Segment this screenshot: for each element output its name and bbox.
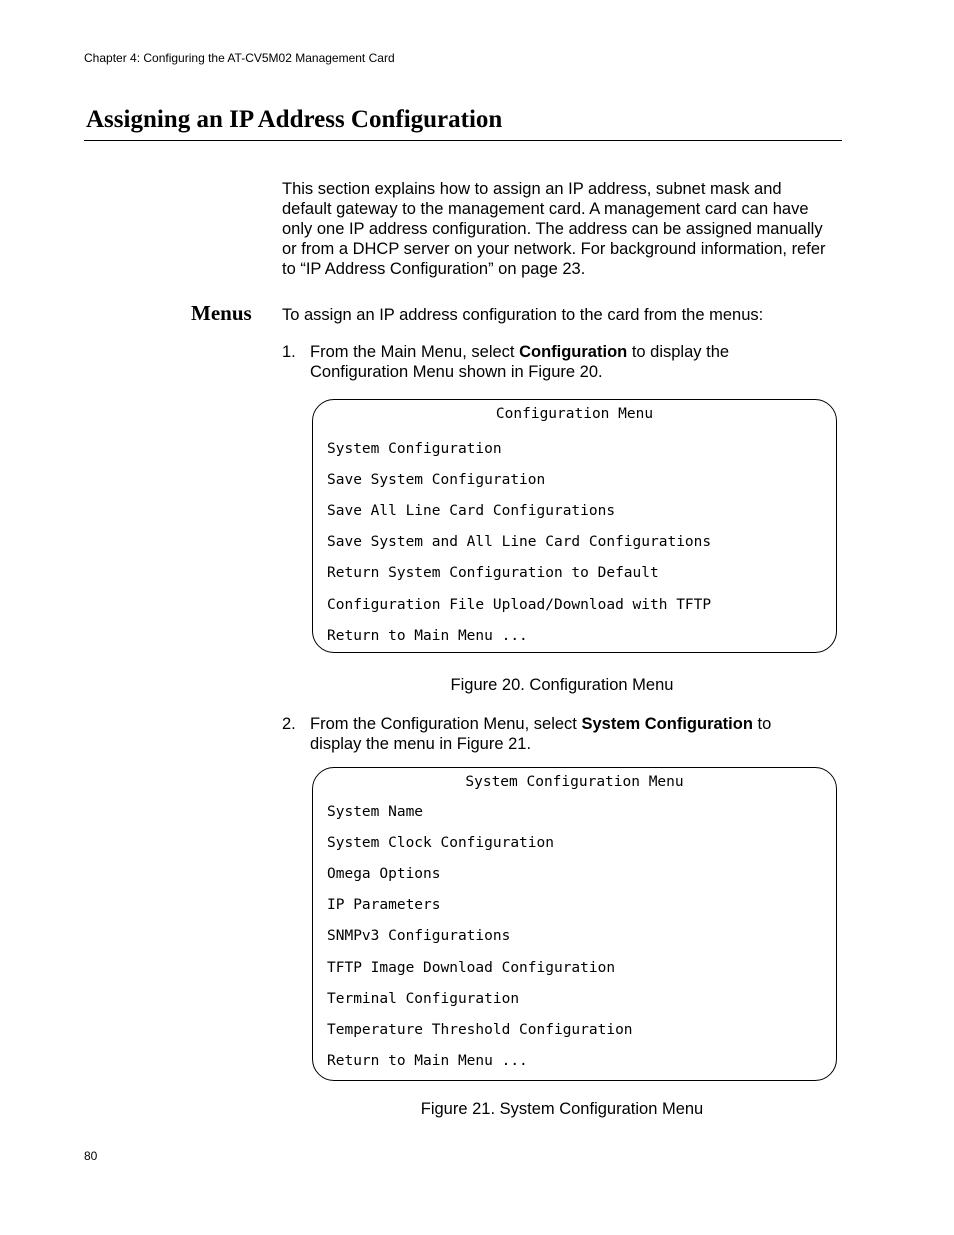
step-text-line2: Configuration Menu shown in Figure 20. bbox=[310, 363, 603, 381]
screen-title: Configuration Menu bbox=[495, 406, 654, 422]
step-ui-term: Configuration bbox=[519, 343, 628, 361]
menu-item-ip-parameters: IP Parameters bbox=[327, 897, 441, 913]
menus-side-heading: Menus bbox=[191, 301, 252, 325]
menu-item-file-upload-download: Configuration File Upload/Download with TFTP bbox=[327, 597, 712, 613]
intro-line: or from a DHCP server on your network. For background information, refer bbox=[282, 240, 826, 258]
system-configuration-menu-screen bbox=[312, 767, 837, 1081]
intro-line: to “IP Address Configuration” on page 23. bbox=[282, 260, 586, 278]
menus-intro-text: To assign an IP address configuration to the card from the menus: bbox=[282, 306, 764, 324]
menu-item-terminal-configuration: Terminal Configuration bbox=[327, 991, 520, 1007]
intro-line: default gateway to the management card. A management card can have bbox=[282, 200, 809, 218]
intro-paragraph bbox=[282, 179, 844, 279]
page-number: 80 bbox=[84, 1149, 98, 1163]
step-text-pre: From the Configuration Menu, select bbox=[310, 715, 582, 733]
intro-line: This section explains how to assign an IP address, subnet mask and bbox=[282, 180, 782, 198]
title-rule bbox=[84, 140, 842, 141]
screen-title: System Configuration Menu bbox=[465, 774, 684, 790]
menu-item-save-all-line-card-configurations: Save All Line Card Configurations bbox=[327, 503, 616, 519]
step-text-line2: display the menu in Figure 21. bbox=[310, 735, 532, 753]
step-text-post: to bbox=[752, 715, 772, 733]
step-number: 1. bbox=[282, 343, 296, 361]
step-text-post: to display the bbox=[627, 343, 730, 361]
figure-21-caption: Figure 21. System Configuration Menu bbox=[420, 1100, 704, 1118]
menu-item-save-system-configuration: Save System Configuration bbox=[327, 472, 546, 488]
figure-20-caption: Figure 20. Configuration Menu bbox=[450, 676, 674, 694]
step-text bbox=[310, 714, 840, 754]
section-title: Assigning an IP Address Configuration bbox=[86, 106, 503, 133]
menu-item-system-configuration: System Configuration bbox=[327, 441, 502, 457]
step-1 bbox=[282, 342, 842, 382]
menu-item-save-system-and-all-line-card: Save System and All Line Card Configurations bbox=[327, 534, 712, 550]
menu-item-return-to-default: Return System Configuration to Default bbox=[327, 565, 659, 581]
step-2 bbox=[282, 714, 842, 754]
step-text-pre: From the Main Menu, select bbox=[310, 343, 520, 361]
menu-item-return-to-main-menu: Return to Main Menu ... bbox=[327, 1053, 528, 1069]
menu-item-snmpv3-configurations: SNMPv3 Configurations bbox=[327, 928, 511, 944]
menu-item-system-clock-configuration: System Clock Configuration bbox=[327, 835, 554, 851]
step-text bbox=[310, 342, 840, 382]
step-number: 2. bbox=[282, 715, 296, 733]
configuration-menu-screen bbox=[312, 399, 837, 653]
intro-line: only one IP address configuration. The address can be assigned manually bbox=[282, 220, 823, 238]
running-header: Chapter 4: Configuring the AT-CV5M02 Management Card bbox=[84, 51, 395, 65]
menu-item-tftp-image-download: TFTP Image Download Configuration bbox=[327, 960, 616, 976]
menu-item-system-name: System Name bbox=[327, 804, 424, 820]
menu-item-omega-options: Omega Options bbox=[327, 866, 441, 882]
menu-item-temperature-threshold: Temperature Threshold Configuration bbox=[327, 1022, 633, 1038]
step-ui-term: System Configuration bbox=[581, 715, 753, 733]
menu-item-return-to-main-menu: Return to Main Menu ... bbox=[327, 628, 528, 644]
